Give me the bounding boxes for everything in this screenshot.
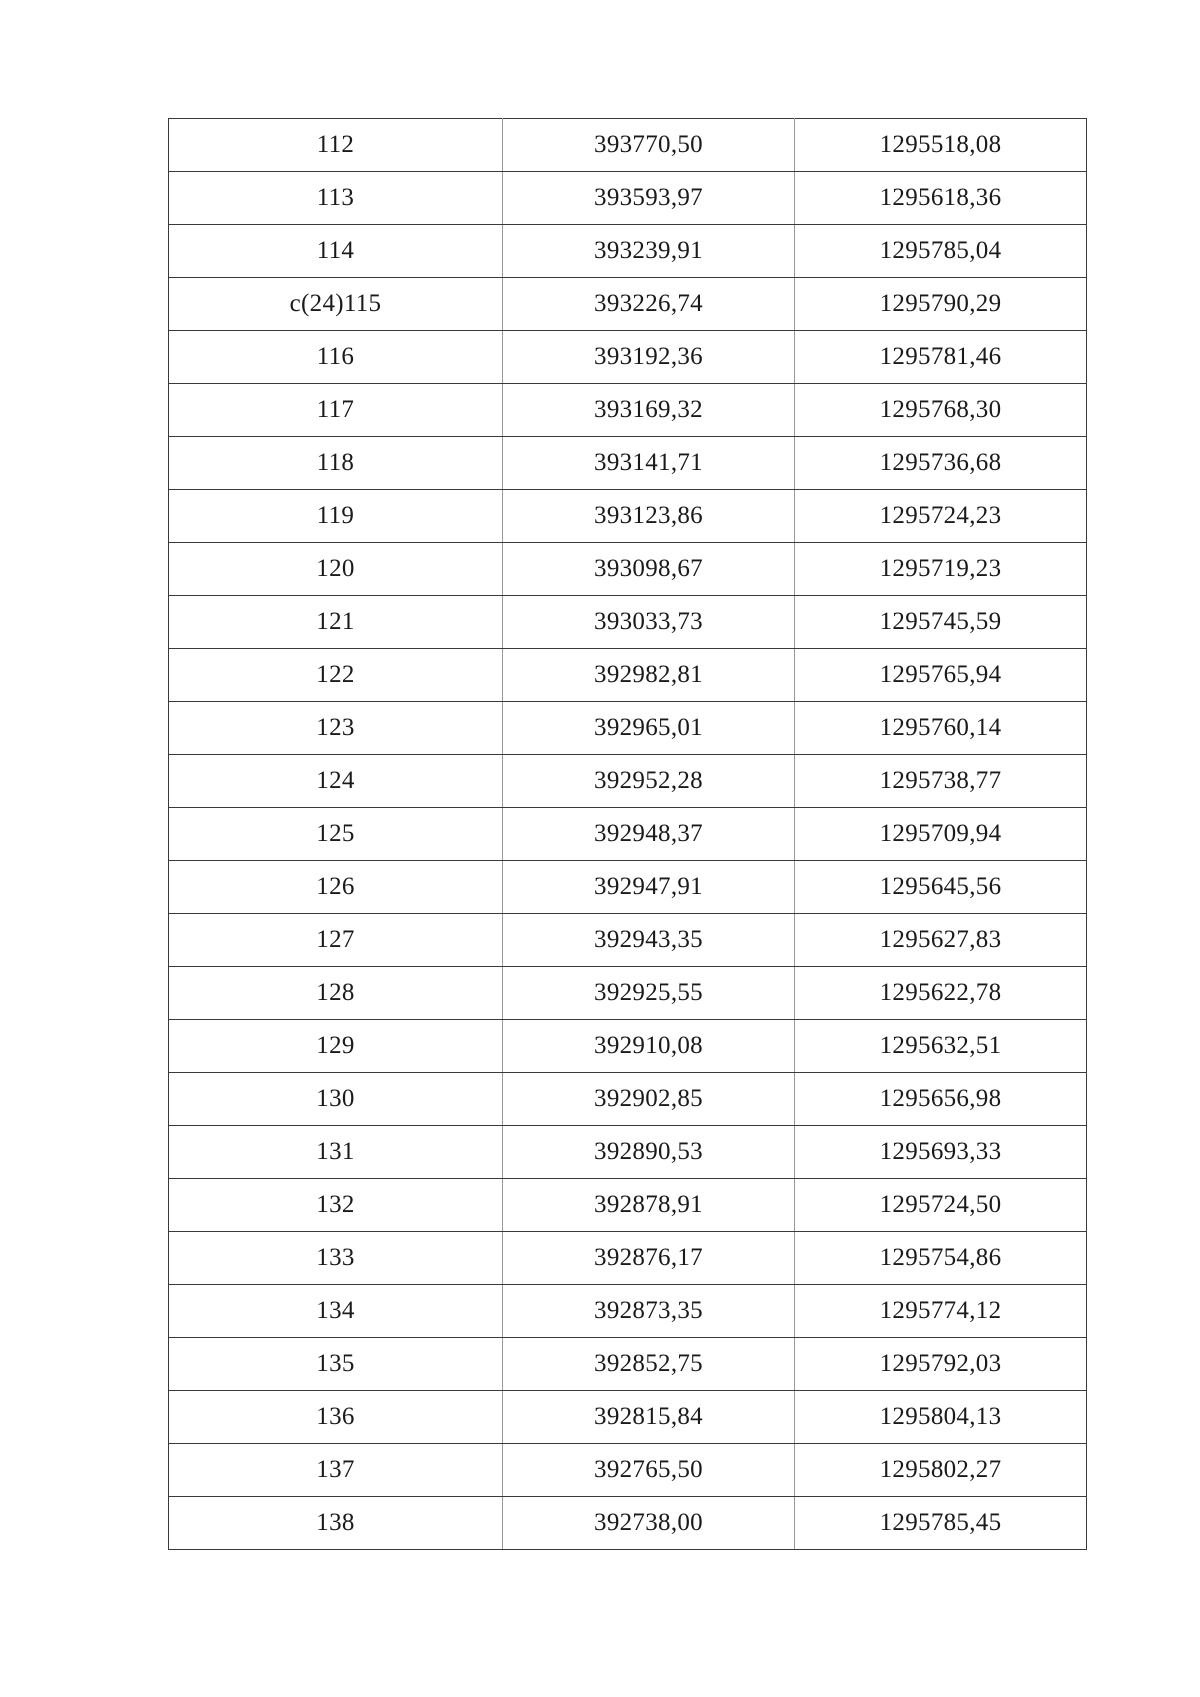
x-coordinate-cell: 392947,91 <box>503 861 795 914</box>
y-coordinate-cell: 1295656,98 <box>795 1073 1087 1126</box>
table-row <box>169 1020 1087 1073</box>
point-number-cell: 125 <box>169 808 503 861</box>
y-coordinate-cell: 1295785,45 <box>795 1497 1087 1550</box>
table-row <box>169 384 1087 437</box>
x-coordinate-cell: 392876,17 <box>503 1232 795 1285</box>
x-coordinate-cell: 393770,50 <box>503 119 795 172</box>
y-coordinate-cell: 1295724,50 <box>795 1179 1087 1232</box>
table-row <box>169 967 1087 1020</box>
table-row <box>169 1391 1087 1444</box>
x-coordinate-cell: 393192,36 <box>503 331 795 384</box>
x-coordinate-cell: 392873,35 <box>503 1285 795 1338</box>
x-coordinate-cell: 392952,28 <box>503 755 795 808</box>
y-coordinate-cell: 1295785,04 <box>795 225 1087 278</box>
x-coordinate-cell: 393098,67 <box>503 543 795 596</box>
y-coordinate-cell: 1295618,36 <box>795 172 1087 225</box>
point-number-cell: 118 <box>169 437 503 490</box>
y-coordinate-cell: 1295622,78 <box>795 967 1087 1020</box>
point-number-cell: 129 <box>169 1020 503 1073</box>
table-row <box>169 755 1087 808</box>
y-coordinate-cell: 1295738,77 <box>795 755 1087 808</box>
x-coordinate-cell: 393169,32 <box>503 384 795 437</box>
table-row <box>169 1073 1087 1126</box>
y-coordinate-cell: 1295768,30 <box>795 384 1087 437</box>
y-coordinate-cell: 1295781,46 <box>795 331 1087 384</box>
point-number-cell: 114 <box>169 225 503 278</box>
point-number-cell: 123 <box>169 702 503 755</box>
point-number-cell: 131 <box>169 1126 503 1179</box>
x-coordinate-cell: 392738,00 <box>503 1497 795 1550</box>
point-number-cell: 133 <box>169 1232 503 1285</box>
x-coordinate-cell: 393033,73 <box>503 596 795 649</box>
point-number-cell: 127 <box>169 914 503 967</box>
point-number-cell: 119 <box>169 490 503 543</box>
table-row <box>169 1179 1087 1232</box>
y-coordinate-cell: 1295792,03 <box>795 1338 1087 1391</box>
point-number-cell: 137 <box>169 1444 503 1497</box>
y-coordinate-cell: 1295709,94 <box>795 808 1087 861</box>
x-coordinate-cell: 392815,84 <box>503 1391 795 1444</box>
point-number-cell: 112 <box>169 119 503 172</box>
y-coordinate-cell: 1295627,83 <box>795 914 1087 967</box>
y-coordinate-cell: 1295645,56 <box>795 861 1087 914</box>
table-row <box>169 649 1087 702</box>
table-row <box>169 861 1087 914</box>
x-coordinate-cell: 393141,71 <box>503 437 795 490</box>
table-row <box>169 437 1087 490</box>
table-row <box>169 1232 1087 1285</box>
table-row <box>169 596 1087 649</box>
y-coordinate-cell: 1295765,94 <box>795 649 1087 702</box>
y-coordinate-cell: 1295804,13 <box>795 1391 1087 1444</box>
x-coordinate-cell: 392948,37 <box>503 808 795 861</box>
y-coordinate-cell: 1295790,29 <box>795 278 1087 331</box>
point-number-cell: 126 <box>169 861 503 914</box>
x-coordinate-cell: 392852,75 <box>503 1338 795 1391</box>
y-coordinate-cell: 1295754,86 <box>795 1232 1087 1285</box>
y-coordinate-cell: 1295719,23 <box>795 543 1087 596</box>
x-coordinate-cell: 392982,81 <box>503 649 795 702</box>
y-coordinate-cell: 1295518,08 <box>795 119 1087 172</box>
y-coordinate-cell: 1295760,14 <box>795 702 1087 755</box>
x-coordinate-cell: 393123,86 <box>503 490 795 543</box>
point-number-cell: 124 <box>169 755 503 808</box>
x-coordinate-cell: 392943,35 <box>503 914 795 967</box>
point-number-cell: 130 <box>169 1073 503 1126</box>
point-number-cell: 136 <box>169 1391 503 1444</box>
coordinates-table <box>168 118 1087 1550</box>
point-number-cell: 132 <box>169 1179 503 1232</box>
table-row <box>169 225 1087 278</box>
x-coordinate-cell: 392965,01 <box>503 702 795 755</box>
table-row <box>169 1126 1087 1179</box>
table-row <box>169 914 1087 967</box>
y-coordinate-cell: 1295774,12 <box>795 1285 1087 1338</box>
table-row <box>169 490 1087 543</box>
x-coordinate-cell: 393593,97 <box>503 172 795 225</box>
y-coordinate-cell: 1295724,23 <box>795 490 1087 543</box>
table-row <box>169 1497 1087 1550</box>
table-row <box>169 1338 1087 1391</box>
point-number-cell: 121 <box>169 596 503 649</box>
x-coordinate-cell: 392910,08 <box>503 1020 795 1073</box>
x-coordinate-cell: 392890,53 <box>503 1126 795 1179</box>
table-row <box>169 702 1087 755</box>
point-number-cell: 120 <box>169 543 503 596</box>
point-number-cell: 138 <box>169 1497 503 1550</box>
x-coordinate-cell: 392765,50 <box>503 1444 795 1497</box>
x-coordinate-cell: 392925,55 <box>503 967 795 1020</box>
table-row <box>169 1285 1087 1338</box>
x-coordinate-cell: 392902,85 <box>503 1073 795 1126</box>
point-number-cell: 117 <box>169 384 503 437</box>
table-row <box>169 119 1087 172</box>
x-coordinate-cell: 393226,74 <box>503 278 795 331</box>
table-row <box>169 278 1087 331</box>
coordinates-table-body <box>169 119 1087 1550</box>
y-coordinate-cell: 1295745,59 <box>795 596 1087 649</box>
point-number-cell: 116 <box>169 331 503 384</box>
y-coordinate-cell: 1295802,27 <box>795 1444 1087 1497</box>
point-number-cell: 135 <box>169 1338 503 1391</box>
y-coordinate-cell: 1295632,51 <box>795 1020 1087 1073</box>
y-coordinate-cell: 1295736,68 <box>795 437 1087 490</box>
point-number-cell: 122 <box>169 649 503 702</box>
table-row <box>169 543 1087 596</box>
x-coordinate-cell: 392878,91 <box>503 1179 795 1232</box>
y-coordinate-cell: 1295693,33 <box>795 1126 1087 1179</box>
x-coordinate-cell: 393239,91 <box>503 225 795 278</box>
table-row <box>169 172 1087 225</box>
table-row <box>169 331 1087 384</box>
point-number-cell: c(24)115 <box>169 278 503 331</box>
table-row <box>169 808 1087 861</box>
point-number-cell: 113 <box>169 172 503 225</box>
point-number-cell: 134 <box>169 1285 503 1338</box>
point-number-cell: 128 <box>169 967 503 1020</box>
table-row <box>169 1444 1087 1497</box>
